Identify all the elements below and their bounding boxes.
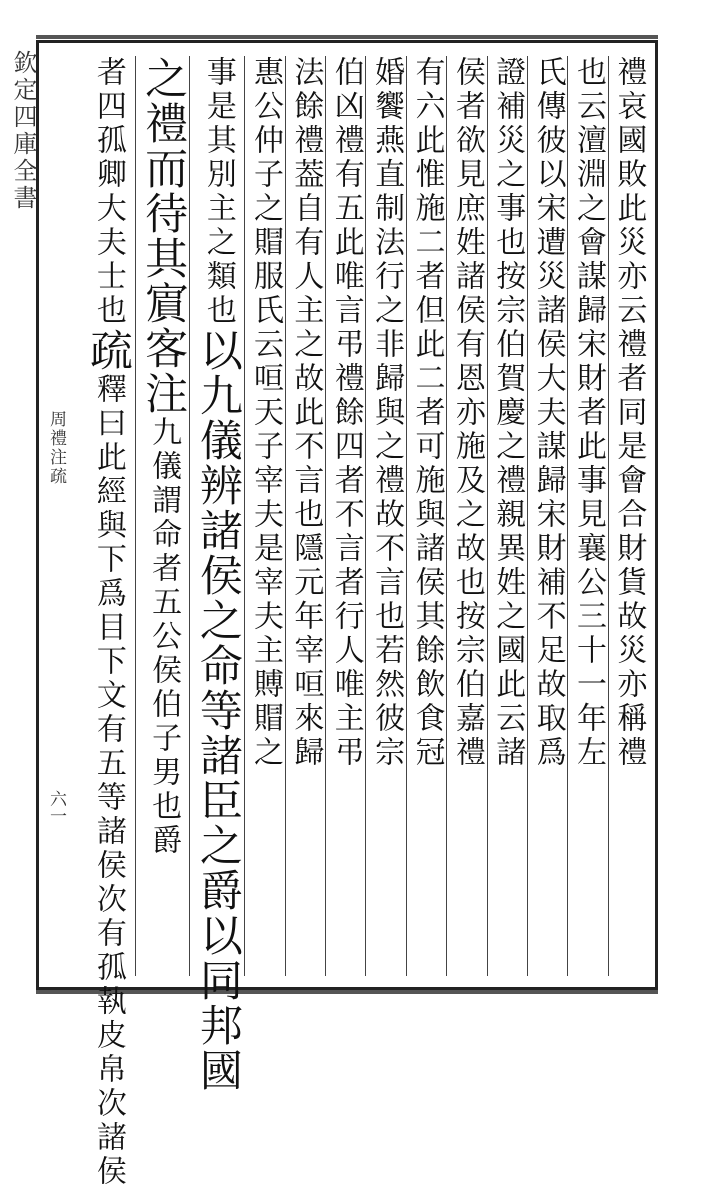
text-column bbox=[365, 56, 405, 976]
column-text bbox=[192, 56, 243, 1093]
subcommentary-text: 釋曰此經與下爲目下文有五等諸侯次有孤執皮帛次諸侯 bbox=[90, 373, 126, 1189]
classic-text-column bbox=[135, 56, 190, 976]
top-border bbox=[36, 35, 658, 39]
column-text: 伯凶禮有五此唯言弔禮餘四者不言者行人唯主弔 bbox=[328, 56, 364, 770]
text-column bbox=[446, 56, 486, 976]
column-text bbox=[82, 56, 133, 1189]
text-column bbox=[244, 56, 284, 976]
collection-title: 欽定四庫全書 bbox=[9, 50, 37, 212]
column-text: 氏傳彼以宋遭災諸侯大夫謀歸宋財補不足故取爲 bbox=[530, 56, 566, 770]
annotation-label: 注 bbox=[138, 371, 189, 416]
text-columns bbox=[80, 56, 648, 1189]
text-column bbox=[406, 56, 446, 976]
subcommentary-label: 疏 bbox=[82, 328, 133, 373]
text-column bbox=[325, 56, 365, 976]
text-column bbox=[527, 56, 567, 976]
text-column bbox=[487, 56, 527, 976]
column-text: 禮哀國敗此災亦云禮者同是會合財貨故災亦稱禮 bbox=[611, 56, 647, 770]
text-column bbox=[608, 56, 648, 976]
page-number: 六一 bbox=[46, 790, 66, 824]
column-text: 侯者欲見庶姓諸侯有恩亦施及之故也按宗伯嘉禮 bbox=[449, 56, 485, 770]
column-text: 法餘禮葢自有人主之故此不言也隱元年宰咺來歸 bbox=[288, 56, 324, 770]
text-column bbox=[285, 56, 325, 976]
column-text: 有六此惟施二者但此二者可施與諸侯其餘飲食冠 bbox=[409, 56, 445, 770]
classic-text-column bbox=[189, 56, 244, 1093]
column-text: 惠公仲子之賵服氏云咺天子宰夫是宰夫主賻賵之 bbox=[247, 56, 283, 770]
column-text: 婚饗燕直制法行之非歸與之禮故不言也若然彼宗 bbox=[369, 56, 405, 770]
column-text bbox=[138, 56, 189, 976]
commentary-text: 九儀謂命者五公侯伯子男也爵 bbox=[146, 416, 182, 858]
classic-text: 之禮而待其賔客 bbox=[138, 56, 189, 371]
bottom-border bbox=[36, 990, 658, 994]
classic-text-column bbox=[80, 56, 135, 1189]
commentary-text: 事是其別主之類也 bbox=[200, 56, 236, 328]
classic-text: 以九儀辨諸侯之命等諸臣之爵以同邦國 bbox=[192, 328, 243, 1093]
column-text: 證補災之事也按宗伯賀慶之禮親異姓之國此云諸 bbox=[490, 56, 526, 770]
column-text: 也云澶淵之會謀歸宋財者此事見襄公三十一年左 bbox=[570, 56, 606, 770]
text-column bbox=[567, 56, 607, 976]
book-title: 周禮注疏 bbox=[46, 410, 66, 486]
commentary-text: 者四孤卿大夫士也 bbox=[90, 56, 126, 328]
